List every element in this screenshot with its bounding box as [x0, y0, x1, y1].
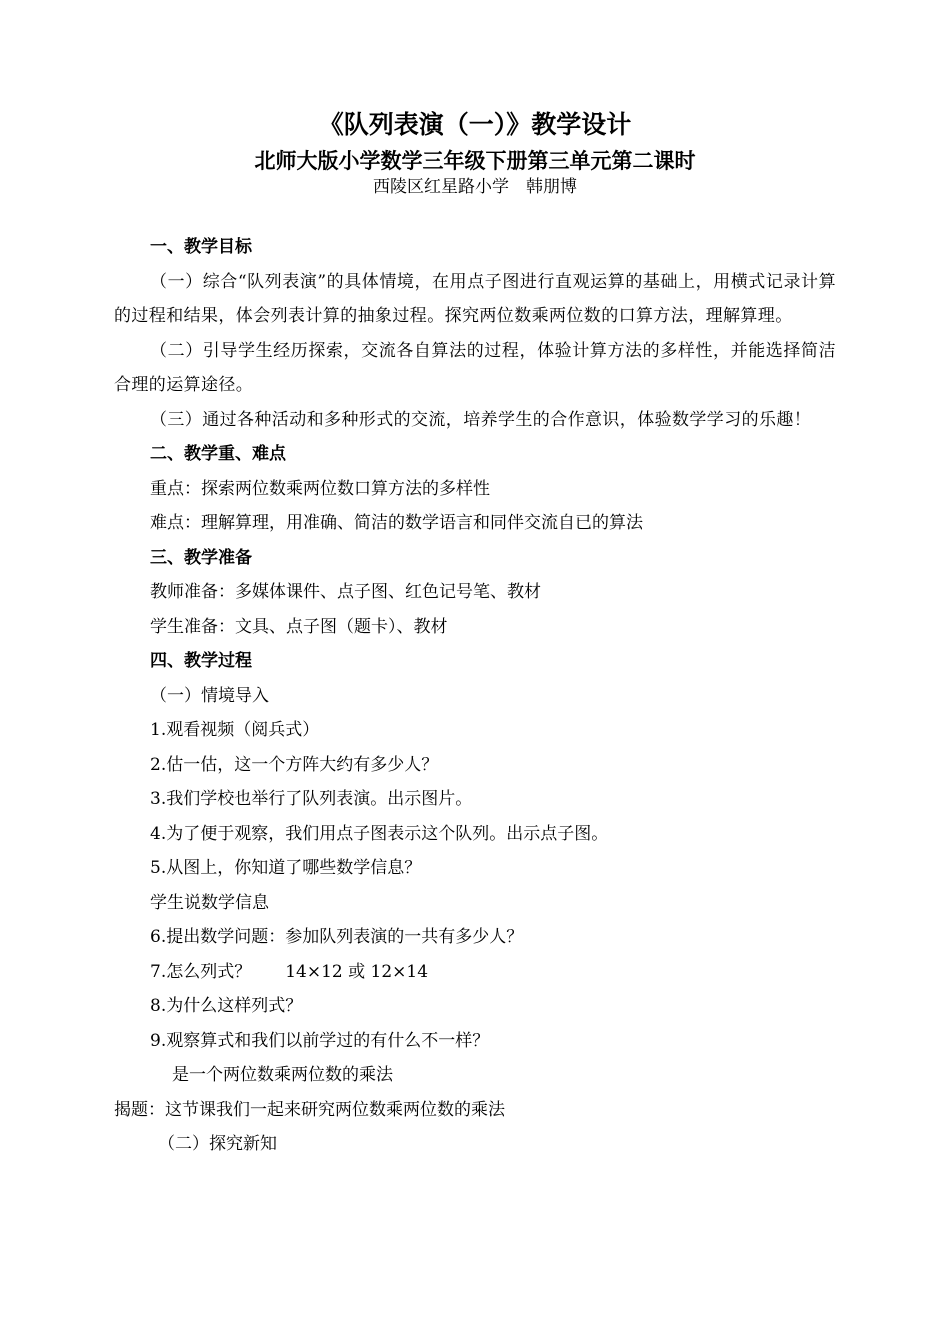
- goal-paragraph-1: （一）综合“队列表演”的具体情境，在用点子图进行直观运算的基础上，用横式记录计算的过程和结果，体会列表计算的抽象过程。探究两位数乘两位数的口算方法，理解算理。: [114, 271, 836, 326]
- process-step-6: 6.提出数学问题：参加队列表演的一共有多少人？: [150, 927, 524, 947]
- process-part-2: （二）探究新知: [158, 1134, 277, 1154]
- prep-teacher: 教师准备：多媒体课件、点子图、红色记号笔、教材: [150, 582, 541, 602]
- process-step-7: 7.怎么列式？: [150, 961, 252, 982]
- process-step-5-note: 学生说数学信息: [150, 892, 269, 913]
- process-step-4: 4.为了便于观察，我们用点子图表示这个队列。出示点子图。: [150, 823, 609, 844]
- goal-paragraph-2: （二）引导学生经历探索，交流各自算法的过程，体验计算方法的多样性，并能选择简洁合理的运算途径。: [114, 340, 836, 395]
- document-title: 《队列表演（一）》教学设计: [318, 110, 632, 139]
- process-step-9: 9.观察算式和我们以前学过的有什么不一样？: [150, 1030, 490, 1051]
- section-heading-goals: 一、教学目标: [150, 237, 252, 257]
- key-focus: 重点：探索两位数乘两位数口算方法的多样性: [150, 478, 490, 499]
- key-difficulty: 难点：理解算理，用准确、简洁的数学语言和同伴交流自已的算法: [150, 513, 643, 533]
- process-formula: 14×12 或 12×14: [285, 961, 429, 982]
- process-step-3: 3.我们学校也举行了队列表演。出示图片。: [150, 789, 473, 809]
- section-heading-process: 四、教学过程: [150, 651, 252, 671]
- process-part-1: （一）情境导入: [150, 685, 269, 706]
- document-body: [114, 230, 836, 1162]
- process-answer: 是一个两位数乘两位数的乘法: [172, 1065, 393, 1085]
- goal-paragraph-3: （三）通过各种活动和多种形式的交流，培养学生的合作意识，体验数学学习的乐趣！: [150, 409, 812, 430]
- process-step-5: 5.从图上，你知道了哪些数学信息？: [150, 858, 422, 878]
- document-author: 西陵区红星路小学 韩朋博: [373, 177, 577, 197]
- process-step-8: 8.为什么这样列式？: [150, 996, 303, 1016]
- process-step-1: 1.观看视频（阅兵式）: [150, 720, 320, 740]
- process-reveal: 揭题：这节课我们一起来研究两位数乘两位数的乘法: [114, 1099, 505, 1120]
- document-subtitle: 北师大版小学数学三年级下册第三单元第二课时: [254, 149, 696, 173]
- process-step-7-line: [114, 955, 836, 990]
- section-heading-key: 二、教学重、难点: [150, 444, 286, 464]
- prep-student: 学生准备：文具、点子图（题卡）、教材: [150, 616, 448, 637]
- section-heading-prep: 三、教学准备: [150, 547, 252, 568]
- process-step-2: 2.估一估，这一个方阵大约有多少人？: [150, 754, 439, 775]
